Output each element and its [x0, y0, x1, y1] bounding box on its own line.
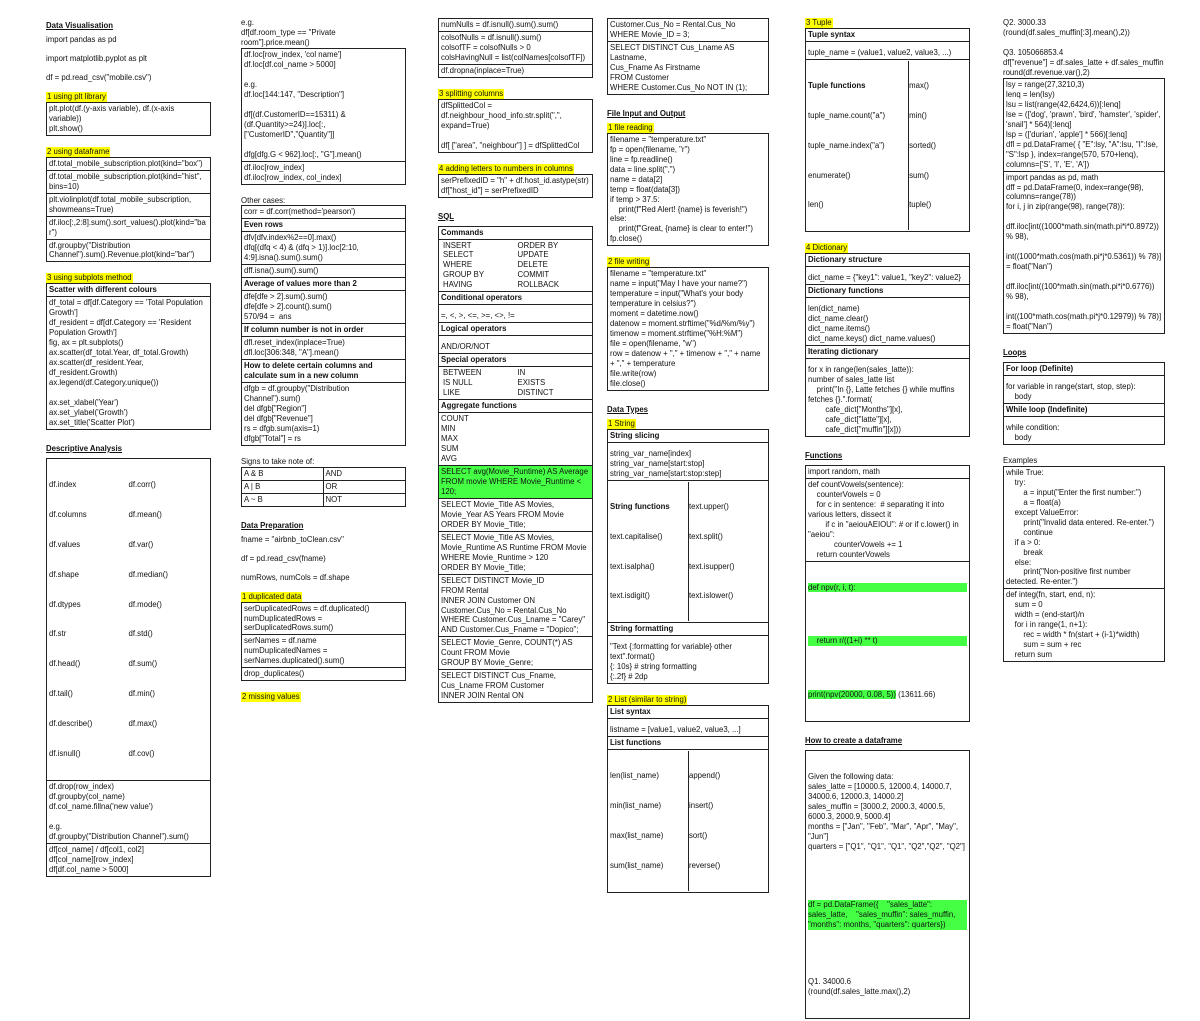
adding-box — [438, 174, 593, 198]
missing-values-title: 2 missing values — [242, 692, 300, 702]
splitting-box — [438, 99, 593, 153]
string-functions-head: String functions — [610, 501, 670, 511]
create-dataframe-code: Given the following data: sales_latte = [10000.5, 12000.4, 14000.7, 34000.6, 12000.3, 14000.2] sales_muffin = [3000.2, 2000.3, 4000.5, 6000.3, 2000.9, 5000.4] months = ["Jan", "Feb", "Mar", "Apr", "May", "Jun"] quarters = ["Q1", "Q1", "Q1", "Q2","Q2", "Q2"] — [808, 772, 965, 851]
signs-table — [241, 467, 406, 507]
tuple-syntax-head: Tuple syntax — [806, 29, 969, 42]
command: HAVING — [443, 280, 473, 290]
list-function: append() — [689, 771, 721, 780]
npv-code — [806, 562, 969, 722]
other-head: Even rows — [242, 219, 405, 232]
logical-head: Logical operators — [439, 323, 592, 336]
string-formatting: "Text {:formatting for variable} other text".format() {: 10s} # string formatting {:.2f} # 2dp — [610, 642, 732, 682]
desc-item: df.index — [49, 479, 77, 489]
file-io-title: File Input and Output — [607, 108, 686, 118]
import-pandas: import pandas as pd — [46, 34, 117, 44]
command: INSERT — [443, 240, 472, 250]
loops-title: Loops — [1003, 348, 1027, 358]
tuple-function: tuple_name.index("a") — [808, 140, 885, 150]
example-integ: def integ(fn, start, end, n): sum = 0 width = (end-start)/n for i in range(1, n+1): rec = width * fn(start + (i-1)*width) sum = sum + rec return sum — [1006, 590, 1140, 660]
desc-item: df.values — [49, 539, 81, 549]
list-function: insert() — [689, 800, 714, 810]
tuple-function: min() — [909, 110, 927, 120]
nulls-row: numNulls = df.isnull().sum().sum() — [439, 19, 592, 32]
loc-row: df.loc[row_index, 'col name'] df.loc[df.col_name > 5000] e.g. df.loc[144:147, "Description"] df[(df.CustomerID==15311) & (df.Quantity>=24)].loc[:, ["CustomerID","Quantity"]] dfg[dfg.G < 962].loc[:, "G"].mean() — [242, 49, 405, 162]
special-op: EXISTS — [517, 378, 546, 388]
q1-answer: Q1. 34000.6 (round(df.sales_latte.max(),2) — [808, 977, 911, 997]
desc-item: df.describe() — [49, 719, 93, 729]
tuple-functions-right — [908, 61, 967, 230]
other-row: dff.isna().sum().sum() — [242, 265, 405, 278]
create-dataframe-green: df = pd.DataFrame({ "sales_latte": sales_latte, "sales_muffin": sales_muffin, "months": months, "quarters": quarters}) — [808, 900, 967, 930]
command: ROLLBACK — [517, 280, 560, 290]
sql-box — [438, 226, 593, 704]
dict-iterating-head: Iterating dictionary — [806, 346, 969, 359]
splitting-title: 3 splitting columns — [439, 88, 504, 98]
tuple-functions-left — [808, 61, 908, 230]
prep-shape: numRows, numCols = df.shape — [241, 572, 350, 582]
prep-fname: fname = "airbnb_toClean.csv" — [241, 534, 344, 544]
sql-query: SELECT DISTINCT Cus_Fname, Cus_Lname FROM Customer INNER JOIN Rental ON — [441, 671, 556, 701]
subplots-title: 3 using subplots method — [47, 273, 132, 283]
string-function: text.islower() — [689, 591, 734, 601]
string-title: 1 String — [608, 418, 635, 428]
add-code: serPrefixedID = "h" + df.host_id.astype(str) df["host_id"] = serPrefixedID — [441, 175, 589, 195]
lists-code: lsy = range(27,3210,3) lenq = len(lsy) lsu = list(range(42,6424,6))[:lenq] lse = (['dog', 'prawn', 'bird', 'hamster', 'spider', 'snail'] * 564)[:lenq] lsp = (['durian', 'apple'] * 566)[:lenq] dfl = pd.DataFrame( { "E":lsy, "A":lsu, "I":lse, "S":lsp }, index=range(570, 570+lenq), columns=['S', 'I', 'E', 'A']) — [1004, 79, 1164, 172]
sign-symbol: A ~ B — [242, 494, 324, 506]
list-box — [607, 705, 769, 892]
dictionary-box — [805, 253, 970, 437]
q2-q3-answers: Q2. 3000.33 (round(df.sales_muffin[:3].mean(),2)) Q3. 105066853.4 df["revenue"] = df.sales_latte + df.sales_muffin round(df.revenue.var(),2) — [1003, 18, 1164, 77]
other-row: dfv[dfv.index%2==0].max() dfq[(dfq < 4) & (dfq > 1)].loc[2:10, 4:9].isna().sum().sum() — [242, 232, 405, 265]
loc-box — [241, 48, 406, 185]
string-function: text.isupper() — [689, 561, 735, 571]
lists-box — [1003, 78, 1165, 334]
descriptive-grid — [47, 459, 210, 781]
desc-item: df.shape — [49, 569, 79, 579]
desc-item: df.dtypes — [49, 599, 81, 609]
file-reading-box — [607, 133, 769, 247]
subplots-box — [46, 283, 211, 430]
examples-box — [1003, 466, 1165, 662]
dup-row: drop_duplicates() — [244, 669, 305, 679]
column-2 — [241, 18, 406, 702]
special-op: IN — [517, 368, 526, 378]
desc-item: df.median() — [128, 569, 168, 579]
tuple-box — [805, 28, 970, 232]
descriptive-left — [49, 460, 129, 779]
sql-query: SELECT DISTINCT Movie_ID FROM Rental INNER JOIN Customer ON Customer.Cus_No = Rental.Cus_No WHERE Customer.Cus_Lname = "Carey" AND Customer.Cus_Fname = "Dopico"; — [439, 575, 592, 638]
adding-letters-title: 4 adding letters to numbers in columns — [439, 163, 573, 173]
string-function: text.isalpha() — [610, 561, 655, 571]
other-cases-box — [241, 205, 406, 445]
create-dataframe-box — [805, 750, 970, 1019]
desc-item: df.sum() — [128, 659, 158, 669]
file-reading-code: filename = "temperature.txt" fp = open(filename, "r") line = fp.readline() data = line.split(",") name = data[2] temp = float(data[3]) if temp > 37.5: print(f"Red Alert! {name} is feverish!") else: print(f"Great, {name} is clear to enter!") fp.close() — [610, 134, 753, 244]
for-loop-head: For loop (Definite) — [1004, 363, 1164, 376]
string-function: text.isdigit() — [610, 591, 650, 601]
list-syntax: listname = [value1, value2, value3, ...] — [608, 719, 768, 737]
list-syntax-head: List syntax — [608, 706, 768, 719]
list-functions-left — [610, 751, 688, 891]
math-code: import pandas as pd, math dff = pd.DataFrame(0, index=range(98), columns=range(78)) for i, j in zip(range(98), range(78)): dff.iloc[int((1000*math.sin(math.pi*i*0.8972)) % 98), int((1000*math.cos(math.pi*j*0.5361)) % 78)] = float("Nan") dff.iloc[int((100*math.sin(math.pi*i*0.6776)) % 98), int((100*math.cos(math.pi*j*0.12979)) % 78)] = float("Nan") — [1006, 172, 1162, 332]
example-while-true: while True: try: a = input("Enter the first number:") a = float(a) except ValueError: print("Invalid data entered. Re-enter.") continue if a > 0: break else: print("Non-positive first number detected. Re-enter.") — [1004, 467, 1164, 590]
tuple-title: 3 Tuple — [806, 18, 832, 27]
descriptive-right — [129, 460, 209, 779]
sql-query: SELECT Movie_Title AS Movies, Movie_Runtime AS Runtime FROM Movie WHERE Movie_Runtime > 120 ORDER BY Movie_Title; — [439, 532, 592, 575]
commands-grid — [439, 240, 592, 293]
special-grid — [439, 367, 592, 400]
sign-meaning: OR — [324, 481, 406, 494]
descriptive-analysis-title: Descriptive Analysis — [46, 443, 122, 453]
dict-structure: dict_name = {"key1": value1, "key2": value2} — [806, 267, 969, 285]
desc-item: df.head() — [49, 659, 81, 669]
string-functions-grid — [608, 481, 768, 624]
tuple-function: sorted() — [909, 140, 936, 150]
command: ORDER BY — [517, 240, 559, 250]
dup-row: serDuplicatedRows = df.duplicated() numDuplicatedRows = serDuplicatedRows.sum() — [242, 603, 405, 636]
import-pyplot: import matplotlib.pyplot as plt — [46, 53, 147, 63]
file-writing-box — [607, 267, 769, 391]
duplicated-title: 1 duplicated data — [242, 591, 302, 601]
dataframe-title: 2 using dataframe — [47, 146, 110, 156]
sign-symbol: A | B — [242, 481, 324, 494]
command: COMMIT — [517, 270, 550, 280]
sql-query: SELECT DISTINCT Cus_Lname AS Lastname, Cus_Fname As Firstname FROM Customer WHERE Customer.Cus_No NOT IN (1); — [610, 42, 748, 92]
aggregate-list: COUNT MIN MAX SUM AVG — [439, 413, 592, 466]
nulls-row: df.dropna(inplace=True) — [441, 65, 525, 75]
tuple-functions-grid — [806, 60, 969, 231]
df-row: df.total_mobile_subscription.plot(kind="hist", bins=10) — [47, 171, 210, 194]
list-function: reverse() — [689, 860, 721, 870]
string-function: text.upper() — [689, 501, 729, 511]
dictionary-title: 4 Dictionary — [806, 243, 848, 253]
desc-item: df.var() — [128, 539, 154, 549]
plt-box — [46, 102, 211, 136]
list-functions-right — [688, 751, 766, 891]
command: DELETE — [517, 260, 548, 270]
desc-item: df.mode() — [128, 599, 162, 609]
file-writing-title: 2 file writing — [608, 257, 650, 267]
other-cases-label: Other cases: — [241, 195, 286, 205]
iloc-row: df.iloc[row_index] df.iloc[row_index, col_index] — [244, 162, 342, 182]
string-function: text.capitalise() — [610, 531, 663, 541]
list-functions-grid — [608, 750, 768, 892]
conditional-head: Conditional operators — [439, 292, 592, 305]
data-preparation-title: Data Preparation — [241, 520, 304, 530]
column-6 — [1003, 18, 1165, 664]
read-csv: df = pd.read_csv("mobile.csv") — [46, 72, 152, 82]
sql-query: SELECT Movie_Genre, COUNT(*) AS Count FROM Movie GROUP BY Movie_Genre; — [439, 637, 592, 670]
eg-private-room: e.g. df[df.room_type == "Private room"].price.mean() — [241, 18, 336, 47]
file-reading-title: 1 file reading — [608, 122, 653, 132]
string-functions-left — [610, 482, 688, 622]
list-function: max(list_name) — [610, 830, 664, 840]
df-row: df.groupby("Distribution Channel").sum().Revenue.plot(kind="bar") — [49, 240, 195, 260]
list-function: sort() — [689, 830, 708, 840]
logical-ops: AND/OR/NOT — [439, 336, 592, 354]
count-vowels-code: def countVowels(sentence): counterVowels = 0 for c in sentence: # separating it into various letters, dissect it if c in "aeiouAEIOU": # or if c.lower() in "aeiou": counterVowels += 1 return counterVowels — [806, 479, 969, 562]
other-row: dfl.reset_index(inplace=True) dfl.loc[306:348, "A"].mean() — [242, 337, 405, 360]
functions-title: Functions — [805, 450, 843, 460]
tuple-function: tuple_name.count("a") — [808, 110, 886, 120]
desc-item: df.cov() — [128, 749, 155, 759]
split-code: dfSplittedCol = df.neighbour_hood_info.str.split(",", expand=True) df[ ["area", "neighbour"] ] = dfSplittedCol — [441, 100, 580, 150]
create-dataframe-title: How to create a dataframe — [805, 736, 903, 746]
sign-meaning: NOT — [325, 494, 342, 504]
special-op: IS NULL — [443, 378, 473, 388]
tuple-function: tuple() — [909, 200, 932, 210]
df-row: df.iloc[:,2:8].sum().sort_values().plot(kind="bar") — [47, 217, 210, 240]
plt-code: plt.plot(df.(y-axis variable), df.(x-axis variable)) plt.show() — [49, 103, 175, 133]
npv-result: (13611.66) — [895, 690, 936, 700]
subplots-head: Scatter with different colours — [47, 284, 210, 297]
while-loop-code: while condition: body — [1006, 422, 1060, 442]
desc-item: df.std() — [128, 629, 153, 639]
list-title: 2 List (similar to string) — [608, 695, 687, 705]
npv-return: return r/((1+i) ** t) — [808, 636, 967, 646]
column-5 — [805, 18, 970, 1021]
desc-row: df.drop(row_index) df.groupby(col_name) df.col_name.fillna('new value') e.g. df.groupby("Distribution Channel").sum() — [47, 781, 210, 844]
string-function: text.split() — [689, 531, 723, 541]
tuple-functions-head: Tuple functions — [808, 80, 866, 90]
dict-functions-head: Dictionary functions — [806, 285, 969, 298]
df-row: df.total_mobile_subscription.plot(kind="box") — [47, 158, 210, 171]
green-query: SELECT avg(Movie_Runtime) AS Average FROM movie WHERE Movie_Runtime < 120; — [439, 466, 592, 499]
plt-library-title: 1 using plt library — [47, 91, 106, 101]
desc-row: df[col_name] / df[col1, col2] df[col_name][row_index] df[df.col_name > 5000] — [49, 844, 144, 874]
file-writing-code: filename = "temperature.txt" name = input("May I have your name?") temperature = input("What's your body temperature in celsius?") moment = datetime.now() datenow = moment.strftime("%d/%m/%y") timenow = moment.strftime("%H:%M") file = open(filename, "w") row = datenow + "," + timenow + "," + name + "," + temperature file.write(row) file.close() — [610, 269, 761, 388]
tuple-function: sum() — [909, 170, 930, 180]
prep-read: df = pd.read_csv(fname) — [241, 553, 326, 563]
command: GROUP BY — [443, 270, 485, 280]
data-types-title: Data Types — [607, 404, 649, 414]
tuple-function: enumerate() — [808, 170, 851, 180]
string-slicing: string_var_name[index] string_var_name[start:stop] string_var_name[start:stop:step] — [608, 443, 768, 481]
aggregate-head: Aggregate functions — [439, 400, 592, 413]
examples-label: Examples — [1003, 455, 1038, 465]
desc-item: df.tail() — [49, 689, 73, 699]
string-slicing-head: String slicing — [608, 430, 768, 443]
df-row: plt.violinplot(df.total_mobile_subscription, showmeans=True) — [47, 194, 210, 217]
dup-row: serNames = df.name numDuplicatedNames = serNames.duplicated().sum() — [242, 635, 405, 668]
desc-item: df.corr() — [128, 479, 156, 489]
sign-meaning: AND — [324, 468, 406, 481]
tuple-function: max() — [909, 80, 930, 90]
sql-title: SQL — [438, 211, 455, 221]
subplots-code: df_total = df[df.Category == 'Total Population Growth'] df_resident = df[df.Category == 'Resident Population Growth'] fig, ax = plt.subplots() ax.scatter(df_total.Year, df_total.Growth) ax.scatter(df_resident.Year, df_resident.Growth) ax.legend(df.Category.unique()) ax.set_xlabel('Year') ax.set_ylabel('Growth') ax.set_title('Scatter Plot') — [49, 298, 203, 427]
sql-query: Customer.Cus_No = Rental.Cus_No WHERE Movie_ID = 3; — [608, 19, 768, 42]
sql-continued-box — [607, 18, 769, 95]
conditional-ops: =, <, >, <=, >=, <>, != — [439, 305, 592, 323]
dict-iterating: for x in range(len(sales_latte)): number of sales_latte list print("In {}, Latte fetches {} while muffins fetches {}.".format( cafe_dict["Months"][x], cafe_dict["latte"][x], cafe_dict["muffin"][x])) — [808, 365, 955, 434]
for-loop-code: for variable in range(start, stop, step): body — [1004, 376, 1164, 404]
tuple-function: len() — [808, 200, 824, 210]
dict-functions: len(dict_name) dict_name.clear() dict_name.items() dict_name.keys() dict_name.values() — [806, 298, 969, 346]
list-functions-head: List functions — [608, 737, 768, 750]
command: UPDATE — [517, 250, 549, 260]
while-loop-head: While loop (Indefinite) — [1004, 404, 1164, 417]
duplicated-box — [241, 602, 406, 682]
other-row: corr = df.corr(method='pearson') — [242, 206, 405, 219]
special-head: Special operators — [439, 354, 592, 367]
signs-label: Signs to take note of: — [241, 456, 315, 466]
dict-structure-head: Dictionary structure — [806, 254, 969, 267]
column-4 — [607, 18, 769, 895]
column-1 — [46, 18, 211, 879]
dataframe-box — [46, 157, 211, 263]
other-head: How to delete certain columns and calculate sum in a new column — [242, 360, 405, 383]
special-op: LIKE — [443, 388, 460, 398]
create-dataframe-data — [806, 751, 969, 1018]
string-functions-right — [688, 482, 766, 622]
loops-box — [1003, 362, 1165, 445]
command: SELECT — [443, 250, 474, 260]
sign-symbol: A & B — [242, 468, 324, 481]
npv-print: print(npv(20000, 0.08, 5)) — [808, 690, 896, 700]
desc-item: df.min() — [128, 689, 155, 699]
data-visualisation-title: Data Visualisation — [46, 21, 114, 30]
list-function: min(list_name) — [610, 800, 662, 810]
functions-box — [805, 465, 970, 722]
special-op: BETWEEN — [443, 368, 482, 378]
other-row: dfgb = df.groupby("Distribution Channel").sum() del dfgb["Region"] del dfgb["Revenue"] rs = dfgb.sum(axis=1) dfgb["Total"] = rs — [244, 384, 350, 443]
desc-item: df.isnull() — [49, 749, 81, 759]
sql-query: SELECT Movie_Title AS Movies, Movie_Year AS Years FROM Movie ORDER BY Movie_Title; — [439, 499, 592, 532]
list-function: sum(list_name) — [610, 860, 664, 870]
command: WHERE — [443, 260, 473, 270]
functions-import: import random, math — [806, 466, 969, 479]
string-formatting-head: String formatting — [608, 623, 768, 636]
descriptive-box — [46, 458, 211, 877]
nulls-row: colsofNulls = df.isnull().sum() colsofTF = colsofNulls > 0 colsHavingNull = list(colNames[colsofTF]) — [439, 32, 592, 65]
other-row: dfe[dfe > 2].sum().sum() dfe[dfe > 2].count().sum() 570/94 = ans — [242, 291, 405, 324]
commands-head: Commands — [439, 227, 592, 240]
list-function: len(list_name) — [610, 771, 659, 780]
npv-def: def npv(r, i, t): — [808, 583, 967, 593]
column-3 — [438, 18, 593, 705]
other-head: If column number is not in order — [242, 324, 405, 337]
tuple-syntax: tuple_name = (value1, value2, value3, ...) — [806, 42, 969, 60]
string-box — [607, 429, 769, 684]
desc-item: df.columns — [49, 509, 87, 519]
desc-item: df.max() — [128, 719, 158, 729]
desc-item: df.str — [49, 629, 67, 639]
nulls-box — [438, 18, 593, 78]
desc-item: df.mean() — [128, 509, 162, 519]
special-op: DISTINCT — [517, 388, 554, 398]
other-head: Average of values more than 2 — [242, 278, 405, 291]
